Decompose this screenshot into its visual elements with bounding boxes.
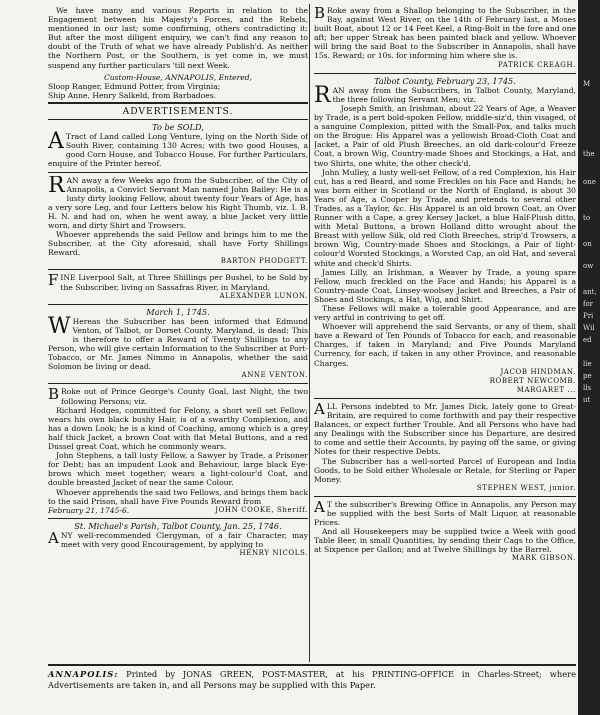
drop-cap: R — [314, 82, 331, 108]
ad-text: John Stephens, a tall lusty Fellow, a Sawyer by Trade, a Prisoner for Debt; has an impudent Look and Behaviour, large black Eye-brows which meet together; wears a light-colour'd Coat, and double breasted Jacket of near the same Colour. — [48, 451, 308, 488]
ad-signature: ALEXANDER LUNON. — [219, 291, 308, 300]
ad-header: March 1, 1745. — [146, 307, 210, 317]
ad-shallop-boat — [314, 6, 576, 70]
drop-cap: F — [48, 273, 59, 290]
divider — [314, 496, 576, 497]
drop-cap: A — [314, 401, 325, 418]
divider — [48, 119, 308, 120]
ad-text: These Fellows will make a tolerable good Appearance, and are very artful in contriving to get off. — [314, 304, 576, 323]
left-column — [48, 6, 308, 560]
drop-cap: B — [314, 6, 326, 22]
ad-header: To be SOLD, — [152, 123, 204, 133]
ad-text: INE Liverpool Salt, at Three Shillings per Bushel, to be Sold by the Subscriber, living on Sassafras River, in Maryland. — [60, 273, 308, 292]
ad-header: Talbot County, February 23, 1745. — [374, 76, 516, 86]
divider — [314, 398, 576, 399]
ad-signature: JACOB HINDMAN. — [500, 367, 576, 376]
ad-text: And all Housekeepers may be supplied twice a Week with good Table Beer, in small Quantities, by sending their Cags to the Office, at Sixpence per Gallon; and at Twelve Shillings by the Barrel. — [314, 527, 576, 555]
ad-runaway-servants — [314, 77, 576, 395]
edge-fragment: to — [583, 214, 591, 222]
ad-signature: STEPHEN WEST, junior. — [476, 483, 576, 492]
ad-text: Richard Hodges, committed for Felony, a short well set Fellow; wears his own black bushy Hair, is of a swarthy Complexion, and has a down Look; he is a kind of Coaching, among which is a grey half thick Jacket, a brown Coat with flat Metal Buttons, and a red Dussel great Coat, which he commonly wears. — [48, 405, 308, 452]
divider — [48, 102, 308, 104]
drop-cap: A — [48, 129, 64, 155]
ad-text: Whoever apprehends the said Fellow and brings him to me the Subscriber, at the City aforesaid, shall have Forty Shillings Reward. — [48, 230, 308, 258]
edge-fragment: ut — [583, 396, 591, 404]
ad-venton — [48, 308, 308, 381]
ad-text: NY well-recommended Clergyman, of a fair Character, may meet with very good Encouragement, by applying to — [60, 530, 308, 549]
ad-text: The Subscriber has a well-sorted Parcel of European and India Goods, to be Sold either Wholesale or Retale, for Sterling or Paper Money. — [314, 456, 576, 484]
imprint-city: ANNAPOLIS: — [48, 669, 119, 679]
ad-text: AN away from the Subscribers, in Talbot County, Maryland, the three following Servant Men; viz. — [332, 85, 576, 104]
ad-land-sale — [48, 123, 308, 168]
advertisements-heading: ADVERTISEMENTS. — [122, 105, 234, 117]
ad-signature: ROBERT NEWCOMB. — [489, 376, 576, 385]
ad-clergyman — [48, 522, 308, 558]
ad-text: AN away a few Weeks ago from the Subscriber, of the City of Annapolis, a Convict Servant Man named John Bailey: He is a lusty dirty looking Fellow, about twenty four Years of Age, has a very sore Leg, and four Letters below his Right Thumb, viz. I. B. H. N. and had on, when he went away, a blue Jacket very little worn, and dirty Shirt and Trowsers. — [48, 175, 308, 230]
drop-cap: R — [48, 175, 65, 198]
divider — [48, 304, 308, 305]
edge-fragment: the — [583, 150, 595, 158]
edge-fragment: M — [583, 80, 591, 88]
ad-text: Hereas the Subscriber has been informed that Edmund Venton, of Talbot, or Dorset County, Maryland, is dead: This is therefore to offer a Reward of Twenty Shillings to any Person, who will give certain Information to the Subscriber at Port-Tobacco, or Mr. James Nimmo in Annapolis, whether the said Solomon be living or dead. — [48, 316, 308, 372]
drop-cap: A — [314, 499, 325, 516]
drop-cap: A — [48, 528, 59, 547]
ad-salt — [48, 273, 308, 300]
ad-text: Roke out of Prince George's County Goal, last Night, the two following Persons; viz. — [61, 387, 308, 406]
customs-line: Ship Anne, Henry Salkeld, from Barbadoes. — [48, 90, 217, 100]
ad-header: St. Michael's Parish, Talbot County, Jan. 25, 1746. — [74, 521, 282, 531]
ad-text: James Lilly, an Irishman, a Weaver by Trade, a young spare Fellow, much freckled on the Face and Hands; his Apparel is a Country-made Coat, Linsey-woolsey Jacket and Breeches, a Pair of Shoes and Stockings, a Hat, Wig, and Shirt. — [314, 267, 576, 304]
ad-text: John Mulley, a lusty well-set Fellow, of a red Complexion, his Hair cut, has a red Beard, and some Freckles on his Face and Hands; he was born either in Scotland or the North of England, is about 30 Years of Age, a Cooper by Trade, and pretends to several other Trades, as a Taylor, &c. His Apparel is an old brown Coat, an Over Runner with a Cape, a grey Kersey Jacket, a blue Half-Plush ditto, with Metal Buttons, a brown Holland ditto wrought about the Breast with yellow Silk, old red Cloth Breeches, strip'd Trowsers, a brown Wig, Country-made Shoes and Stockings, a Pair of light-colour'd Worsted Stockings, a Worsted Cap, an old Hat, and several white and check'd Shirts. — [314, 167, 576, 268]
ad-signature: MARGARET ... — [516, 385, 576, 394]
ad-signature: JOHN COOKE, Sheriff. — [215, 505, 308, 514]
ad-text: LL Persons indebted to Mr. James Dick, lately gone to Great-Britain, are required to come forthwith and pay their respective Balances, or expect further Trouble. And all Persons who have had any Dealings with the Subscriber since his Departure, are desired to come and settle their Accounts, by paying off the same, or giving Notes for their respective Debts. — [314, 401, 576, 457]
printer-imprint — [48, 664, 576, 691]
ad-signature: MARK GIBSON. — [511, 554, 576, 563]
customs-title: Custom-House, ANNAPOLIS, Entered, — [103, 72, 253, 82]
ad-text: Tract of Land called Long Venture, lying on the North Side of South River, containing 130 Acres; with two good Houses, a good Corn House, and Tobacco House. For further Particulars, enquire of the Printer hereof. — [48, 132, 308, 169]
divider — [48, 172, 308, 173]
divider — [48, 383, 308, 384]
edge-fragment: Wil — [583, 324, 595, 332]
news-paragraph: We have many and various Reports in relation to the Engagement between his Majesty's Forces, and the Rebels, mentioned in our last; some confirming, others contradicting it: But after the most diligent enquiry, we can't find any reason to doubt of the Truth of what we have already Publish'd. As neither the Northern Post, or the Southern, is yet come in, we must suspend any further particulars 'till next Week. — [48, 6, 308, 70]
ad-signature: HENRY NICOLS. — [239, 549, 308, 558]
ad-text: Roke away from a Shallop belonging to the Subscriber, in the Bay, against West River, on the 14th of February last, a Moses built Boat, about 12 or 14 Feet Keel, a Ring-Bolt in the fore and one aft; her upper Streak has been painted black and yellow. Whoever will bring the said Boat to the Subscriber in Annapolis, shall have 15s. Reward; or 10s. for informing him where she is. — [314, 6, 576, 61]
adjacent-page-edge — [578, 0, 600, 715]
right-column — [314, 6, 576, 566]
ad-runaway-bailey — [48, 176, 308, 267]
edge-fragment: lie — [583, 360, 592, 368]
ad-signature: PATRICK CREAGH. — [498, 60, 576, 69]
ad-text: T the subscriber's Brewing Office in Annapolis, any Person may be supplied with the best Sorts of Malt Liquor, at reasonable Prices. — [314, 499, 576, 528]
edge-fragment: one — [583, 178, 596, 186]
edge-fragment: Pri — [583, 312, 594, 320]
ad-james-dick — [314, 402, 576, 493]
ad-date: February 21, 1745-6. — [48, 505, 130, 515]
edge-fragment: lls — [583, 384, 592, 392]
ad-brewing-office — [314, 500, 576, 564]
ad-text: Whoever apprehends the said two Fellows, and brings them back to the said Prison, shall have Five Pounds Reward from — [48, 487, 308, 506]
ad-signature: BARTON PHODGETT. — [220, 257, 308, 266]
ad-signature: ANNE VENTON. — [241, 371, 308, 380]
divider — [314, 73, 576, 74]
edge-fragment: ow — [583, 262, 594, 270]
edge-fragment: on — [583, 240, 592, 248]
ad-goal-break — [48, 387, 308, 514]
customs-line: Sloop Ranger, Edmund Potter, from Virginia; — [48, 81, 221, 91]
drop-cap: W — [48, 313, 71, 339]
divider — [48, 518, 308, 519]
edge-fragment: pe — [583, 372, 592, 380]
column-divider — [309, 4, 310, 662]
edge-fragment: ant, — [583, 288, 597, 296]
imprint-text: Printed by JONAS GREEN, POST-MASTER, at his PRINTING-OFFICE in Charles-Street; where Advertisements are taken in, and all Persons may be supplied with this Paper. — [48, 669, 576, 690]
ad-text: Joseph Smith, an Irishman, about 22 Years of Age, a Weaver by Trade, is a pert bold-spoken Fellow, middle-siz'd, thin visaged, of a sanguine Complexion, pitted with the Small-Pox, and talks much on the Brogue: His Apparel was a yellowish Broad-Cloth Coat and Jacket, a Pair of old Plush Breeches, an old dark-colour'd Freeze Coat, a brown Wig, Country-made Shoes and Stockings, a Hat, and two Shirts, one white, the other check'd. — [314, 103, 576, 168]
edge-fragment: ed — [583, 336, 592, 344]
edge-fragment: for — [583, 300, 594, 308]
drop-cap: B — [48, 387, 60, 404]
divider — [48, 269, 308, 270]
ad-text: Whoever will apprehend the said Servants, or any of them, shall have a Reward of Ten Pounds of Tobacco for each, and reasonable Charges, if taken in Maryland; and Five Pounds Maryland Currency, for each, if taken in any other Province, and reasonable Charges. — [314, 322, 576, 368]
